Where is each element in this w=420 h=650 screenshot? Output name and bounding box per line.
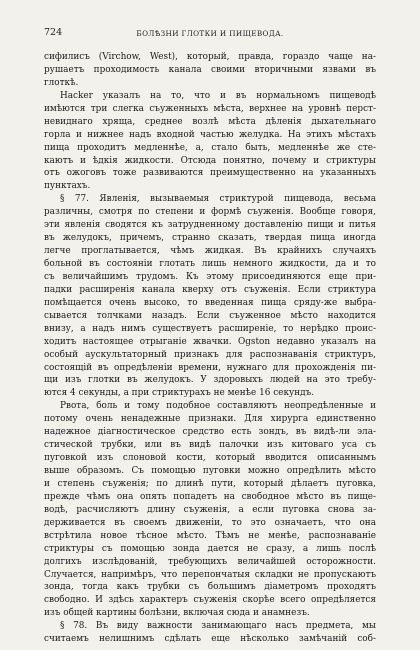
text-line: невиднаго хряща, среднее возлѣ мѣста дѣленія дыхательнаго: [44, 116, 376, 127]
text-line: считаемъ нелишнимъ сдѣлать еще нѣсколько замѣчаній соб-: [44, 634, 376, 645]
page-header: [44, 27, 376, 39]
text-line: ходитъ настоящее отрыганіе жвачки. Ogston недавно указалъ на: [44, 336, 376, 347]
text-line: горла и нижнее надъ входной частью желудка. На этихъ мѣстахъ: [44, 129, 376, 140]
text-line: сифилисъ (Virchow, West), который, правда, гораздо чаще на-: [44, 52, 376, 62]
text-line: пуговкой изъ слоновой кости, который вводится описаннымъ: [44, 453, 376, 464]
text-line: стической трубки, или въ видѣ палочки изъ китоваго уса съ: [44, 440, 376, 451]
text-line: долгихъ изслѣдованій, требующихъ величайшей осторожности.: [44, 556, 376, 567]
text-line: потому очень ненадежные признаки. Для хирурга единственно: [44, 414, 376, 425]
text-line: легче проглатывается, чѣмъ жидкая. Въ крайнихъ случаяхъ: [44, 246, 376, 257]
body-text: [44, 51, 376, 646]
text-line: особый аускультаторный признакъ для распознаванія стриктуръ,: [44, 349, 376, 360]
text-line: пунктахъ.: [44, 181, 91, 192]
text-line: падки расширенія канала кверху отъ съуженія. Если стриктура: [44, 284, 376, 295]
text-line: и степень съуженія; по длинѣ пути, который дѣлаетъ пуговка,: [44, 478, 376, 489]
text-line: пища проходитъ медленнѣе, а, стало быть, медленнѣе же сте-: [44, 142, 376, 153]
text-line: рушаетъ проходимость канала своими вторичными язвами въ: [44, 64, 376, 75]
text-line: Рвота, боль и тому подобное составляютъ неопредѣленные и: [60, 401, 376, 412]
text-line: глоткѣ.: [44, 77, 79, 88]
text-line: каютъ и ѣдкія жидкости. Отсюда понятно, почему и стриктуры: [44, 155, 376, 166]
text-line: внизу, а надъ нимъ существуетъ расширеніе, то нерѣдко проис-: [44, 323, 376, 334]
text-line: Hacker указалъ на то, что и въ нормальномъ пищеводѣ: [60, 90, 376, 101]
text-line: водѣ, расчисляютъ длину съуженія, а если пуговка снова за-: [44, 504, 376, 515]
running-title: БОЛѢЗНИ ГЛОТКИ И ПИЩЕВОДА.: [136, 29, 284, 38]
text-line: эти явленія сводятся къ затрудненному доставленію пищи и питья: [44, 220, 376, 231]
text-line: въ желудокъ, причемъ, странно сказать, твердая пища иногда: [44, 233, 376, 244]
text-line: стриктуры съ помощью зонда дается не сразу, а лишь послѣ: [44, 543, 376, 554]
text-line: держивается въ своемъ движеніи, то это означаетъ, что она: [44, 517, 376, 528]
text-line: свободно. И здѣсь характеръ съуженія скорѣе всего опредѣляется: [44, 595, 376, 606]
text-line: надежное діагностическое средство есть зондъ, въ видѣ-ли эла-: [44, 427, 376, 438]
text-line: съ величайшимъ трудомъ. Къ этому присоединяются еще при-: [44, 271, 376, 282]
text-line: встрѣтила новое тѣсное мѣсто. Тѣмъ не менѣе, распознаваніе: [44, 530, 376, 541]
text-line: прежде чѣмъ она опять попадетъ на свободное мѣсто въ пище-: [44, 491, 376, 502]
page-number: 724: [44, 27, 63, 38]
text-line: изъ общей картины болѣзни, включая сюда и анамнезъ.: [44, 608, 310, 619]
text-line: сывается толчками назадъ. Если съуженное мѣсто находится: [44, 310, 376, 321]
text-line: зонда, тогда какъ трубки съ большимъ діаметромъ проходятъ: [44, 582, 376, 593]
text-line: выше образомъ. Съ помощью пуговки можно опредѣлить мѣсто: [44, 466, 376, 476]
text-line: помѣщается очень высоко, то введенная пища сряду-же выбра-: [44, 297, 376, 308]
text-line: § 78. Въ виду важности занимающаго насъ предмета, мы: [60, 621, 376, 632]
text-line: ются 4 секунды, а при стриктурахъ не менѣе 16 секундъ.: [44, 388, 315, 399]
text-line: отъ ожоговъ тоже развиваются преимущественно на указанныхъ: [44, 168, 376, 179]
text-line: § 77. Явленія, вызываемыя стриктурой пищевода, весьма: [60, 194, 376, 205]
text-line: больной въ состояніи глотать лишь немного жидкости, да и то: [44, 259, 376, 269]
text-line: состоящій въ опредѣленіи времени, нужнаго для прохожденія пи-: [44, 362, 376, 373]
text-line: различны, смотря по степени и формѣ съуженія. Вообще говоря,: [44, 207, 376, 218]
text-line: Случается, напримѣръ, что перепончатыя складки не пропускаютъ: [44, 569, 376, 580]
text-line: щи изъ глотки въ желудокъ. У здоровыхъ людей на это требу-: [44, 375, 376, 386]
text-line: имѣются три слегка съуженныхъ мѣста, верхнее на уровнѣ перст-: [44, 103, 376, 114]
